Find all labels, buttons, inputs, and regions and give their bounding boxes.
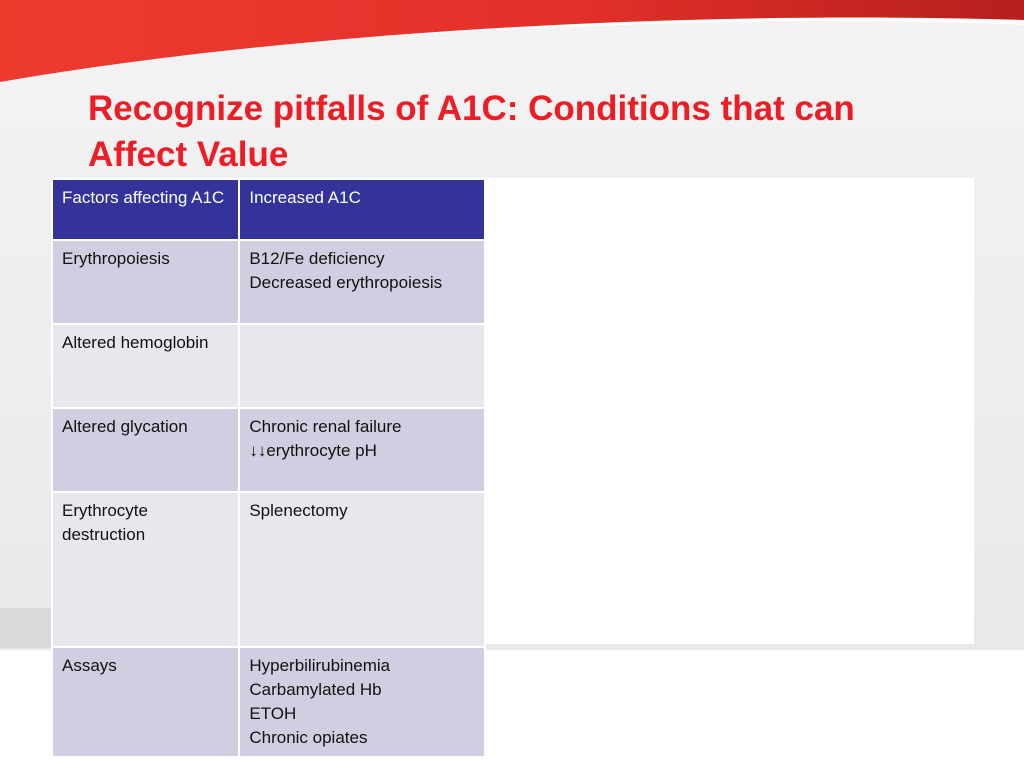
table-header-row: [52, 179, 485, 240]
condition-text: Splenectomy: [249, 501, 348, 520]
condition-text: ↓↓erythrocyte pH: [249, 441, 377, 460]
condition-text: Hyperbilirubinemia: [249, 656, 391, 675]
condition-text: Carbamylated Hb: [249, 680, 382, 699]
header-factors: Factors affecting A1C: [52, 179, 239, 240]
factor-cell: Altered hemoglobin: [52, 324, 239, 408]
table-row: [52, 324, 485, 408]
table-row: [52, 408, 485, 492]
condition-text: Chronic renal failure: [249, 417, 402, 436]
condition-text: B12/Fe deficiency: [249, 249, 385, 268]
factor-cell: Erythropoiesis: [52, 240, 239, 324]
table-row: [52, 240, 485, 324]
factor-cell: Erythrocyte destruction: [52, 492, 239, 647]
table-row: [52, 492, 485, 647]
blank-panel: [485, 178, 974, 644]
increased-cell: [239, 492, 485, 647]
condition-text: Decreased erythropoiesis: [249, 273, 443, 292]
factor-cell: Assays: [52, 647, 239, 757]
factor-cell: Altered glycation: [52, 408, 239, 492]
increased-cell: [239, 408, 485, 492]
grey-bottom-strip: [0, 608, 52, 648]
a1c-factors-table: [51, 178, 486, 758]
condition-text: ETOH: [249, 704, 297, 723]
increased-cell: [239, 647, 485, 757]
header-increased-a1c: Increased A1C: [239, 179, 485, 240]
slide-title: Recognize pitfalls of A1C: Conditions that can Affect Value: [88, 89, 855, 174]
increased-cell: [239, 240, 485, 324]
condition-text: Chronic opiates: [249, 728, 368, 747]
table-row: [52, 647, 485, 757]
increased-cell: [239, 324, 485, 408]
